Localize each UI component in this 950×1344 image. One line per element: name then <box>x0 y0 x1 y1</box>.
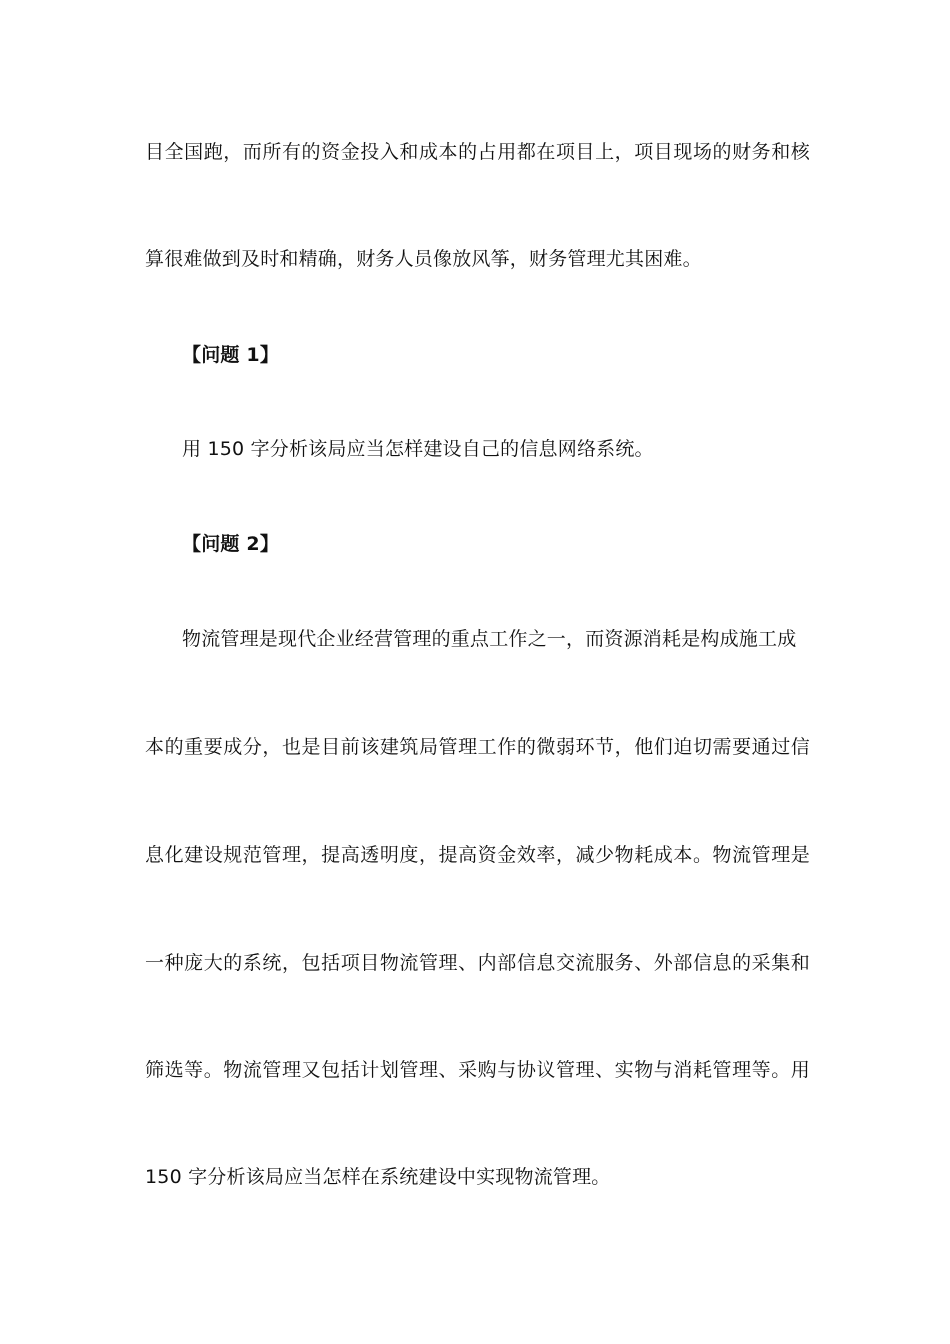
question-1-text: 用 150 字分析该局应当怎样建设自己的信息网络系统。 <box>182 438 654 460</box>
paragraph-line: 一种庞大的系统，包括项目物流管理、内部信息交流服务、外部信息的采集和 <box>145 952 810 974</box>
paragraph-line: 目全国跑，而所有的资金投入和成本的占用都在项目上，项目现场的财务和核 <box>145 141 810 163</box>
question-1-heading: 【问题 1】 <box>182 344 280 366</box>
paragraph-line: 息化建设规范管理，提高透明度，提高资金效率，减少物耗成本。物流管理是 <box>145 844 810 866</box>
paragraph-line: 150 字分析该局应当怎样在系统建设中实现物流管理。 <box>145 1166 611 1188</box>
question-2-heading: 【问题 2】 <box>182 533 280 555</box>
paragraph-line: 筛选等。物流管理又包括计划管理、采购与协议管理、实物与消耗管理等。用 <box>145 1059 810 1081</box>
paragraph-line: 本的重要成分，也是目前该建筑局管理工作的微弱环节，他们迫切需要通过信 <box>145 736 810 758</box>
paragraph-line: 物流管理是现代企业经营管理的重点工作之一，而资源消耗是构成施工成 <box>182 628 797 650</box>
paragraph-line: 算很难做到及时和精确，财务人员像放风筝，财务管理尤其困难。 <box>145 248 702 270</box>
